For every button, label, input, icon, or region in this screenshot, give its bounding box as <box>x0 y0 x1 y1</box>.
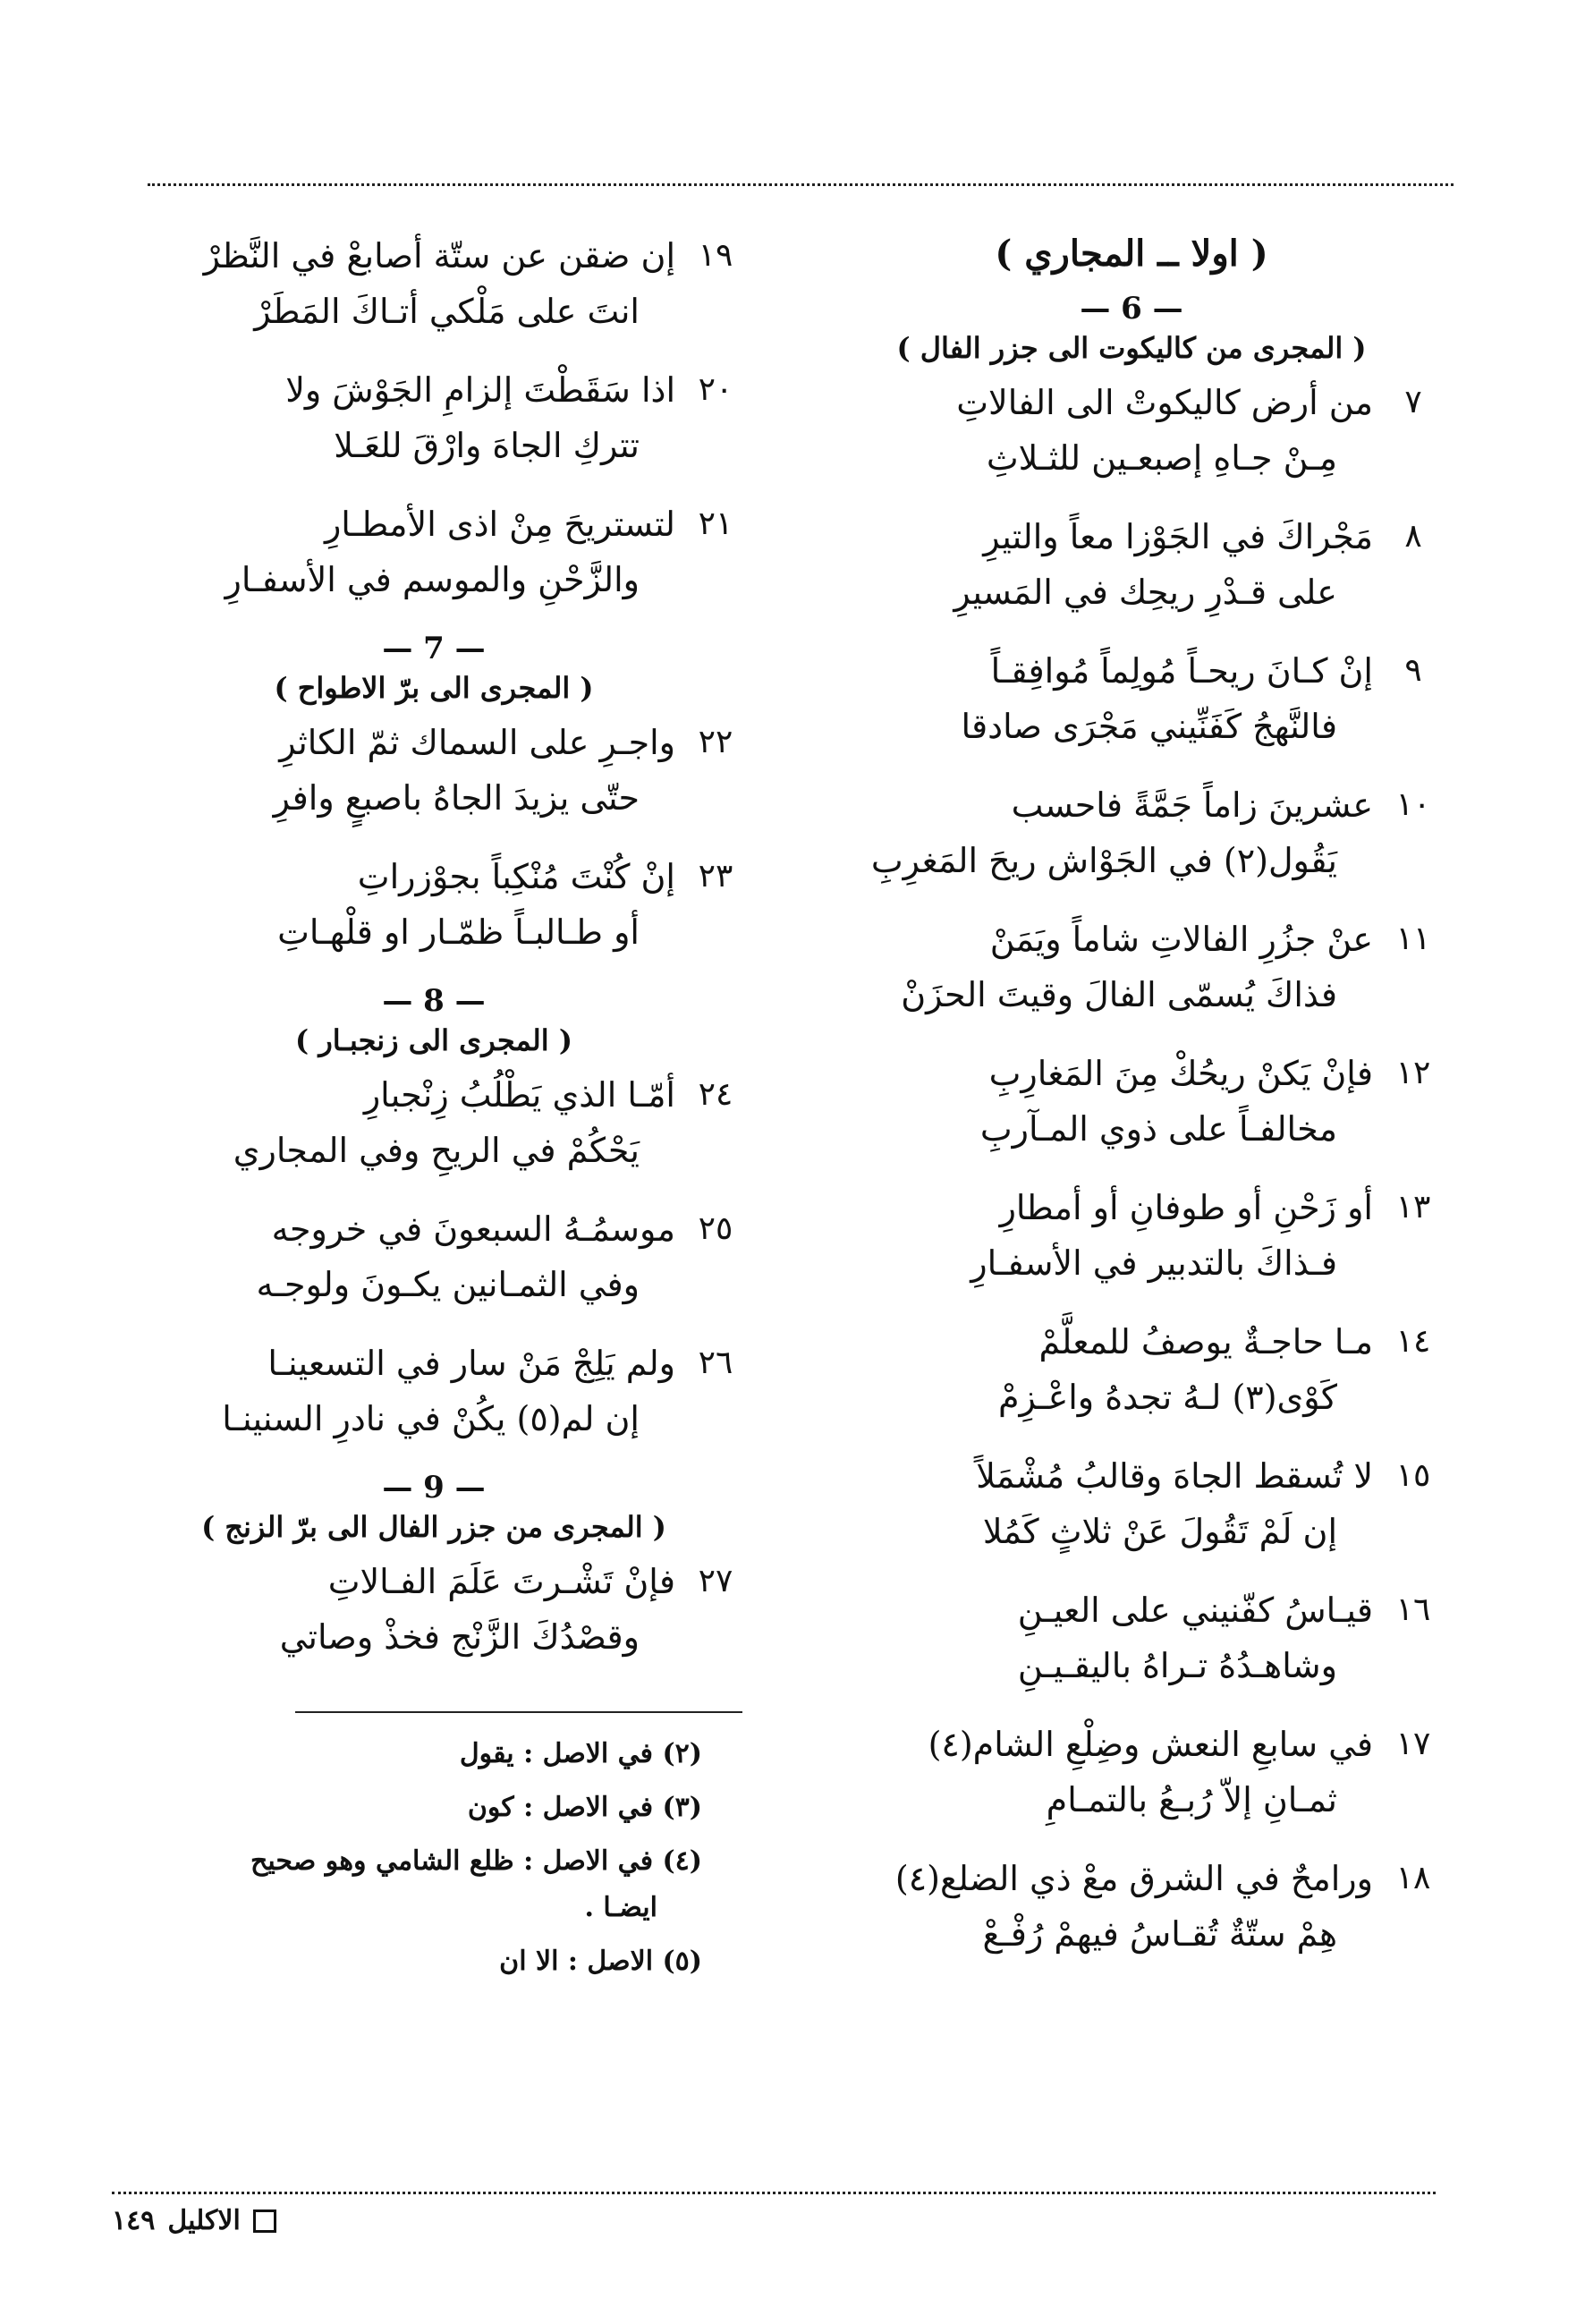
verse <box>809 643 1454 754</box>
verse-first-hemistich: موسمُـهُ السبعونَ في خروجه <box>271 1209 675 1249</box>
verse-first-hemistich: إنْ كُنْتَ مُنْكِباً بجوْزراتِ <box>357 857 675 896</box>
right-column <box>809 228 1454 1985</box>
verse <box>809 509 1454 620</box>
verse-lines <box>809 643 1373 754</box>
verse-second-hemistich: انتَ على مَلْكي أتـاكَ المَطَرْ <box>254 292 640 331</box>
footnote <box>112 1938 702 1985</box>
verse-second-hemistich: يَحْكُمْ في الريحِ وفي المجاري <box>233 1131 640 1170</box>
verse-list <box>112 228 756 607</box>
verse-first-hemistich: من أرض كاليكوتْ الى الفالاتِ <box>956 383 1373 422</box>
footnote-text: (٢) في الاصل : يقول <box>459 1738 702 1769</box>
verse-list <box>112 1067 756 1446</box>
verse-number: ٢٧ <box>698 1563 733 1599</box>
verse-second-hemistich: فـذاكَ بالتدبير في الأسفـارِ <box>970 1243 1337 1283</box>
top-dotted-rule <box>148 183 1454 186</box>
verse-first-hemistich: لا تُسقط الجاهَ وقالبُ مُشْمَلاً <box>976 1456 1373 1496</box>
verse <box>809 375 1454 486</box>
verse-lines <box>809 777 1373 888</box>
verse-number: ١٤ <box>1395 1323 1431 1360</box>
verse-first-hemistich: مـا حاجـةٌ يوصفُ للمعلَّمْ <box>1038 1322 1373 1361</box>
verse-first-hemistich: واجـرِ على السماك ثمّ الكاثرِ <box>279 723 675 762</box>
section-number: — 6 — <box>1080 291 1183 327</box>
verse <box>809 1046 1454 1157</box>
verse-number: ١١ <box>1395 920 1431 957</box>
verse-second-hemistich: وقصْدُكَ الزَّنْج فخذْ وصاتي <box>279 1617 640 1657</box>
verse <box>112 849 756 960</box>
verse-number: ١٧ <box>1395 1726 1431 1762</box>
verse-lines <box>809 1582 1373 1693</box>
section-route-title: ( المجرى الى برّ الاطواح ) <box>274 671 594 705</box>
footnote-continuation: ايضـا . <box>584 1892 657 1923</box>
verse-first-hemistich: عشرينَ زاماً جَمَّةً فاحسب <box>1011 785 1373 825</box>
verse-lines <box>809 375 1373 486</box>
section-route-title: ( المجرى من جزر الفال الى برّ الزنج ) <box>201 1510 666 1544</box>
verse-first-hemistich: عنْ جزُرِ الفالاتِ شاماً ويَمَنْ <box>989 920 1373 959</box>
verse-lines <box>112 1067 675 1178</box>
page-footer <box>112 2205 276 2236</box>
verse-lines <box>809 1180 1373 1291</box>
section-route-title: ( المجرى الى زنجبـار ) <box>295 1023 572 1057</box>
verse-first-hemistich: لتستريحَ مِنْ اذى الأمطـارِ <box>324 505 675 544</box>
verse <box>809 1717 1454 1828</box>
page-number: ١٤٩ <box>112 2205 156 2236</box>
verse-number: ٢٥ <box>698 1210 733 1247</box>
verse-lines <box>112 362 675 473</box>
verse-second-hemistich: إن لَمْ تَقُولَ عَنْ ثلاثٍ كَمُلا <box>982 1512 1337 1551</box>
verse <box>809 912 1454 1022</box>
section-route-title: ( المجرى من كاليكوت الى جزر الفال ) <box>896 331 1367 365</box>
verse-lines <box>112 496 675 607</box>
verse-number: ٧ <box>1404 384 1422 420</box>
verse-second-hemistich: تتركِ الجاهَ وارْقَ للعَـلا <box>334 426 640 465</box>
verse-lines <box>809 1851 1373 1962</box>
verse-first-hemistich: إنْ كـانَ ريحـاً مُولِماً مُوافِقـاً <box>990 651 1373 691</box>
verse-lines <box>112 1554 675 1665</box>
verse-second-hemistich: هِمْ ستّةٌ تُقـاسُ فيهمْ رُفْـعْ <box>982 1914 1337 1954</box>
footnote <box>112 1838 702 1931</box>
verse-number: ١٨ <box>1395 1860 1431 1896</box>
verse-second-hemistich: وفي الثمـانين يكـونَ ولوجـه <box>256 1265 640 1304</box>
verse-lines <box>809 509 1373 620</box>
footnote <box>112 1731 702 1777</box>
verse-first-hemistich: فإنْ تَشْـرتَ عَلَمَ الفـالاتِ <box>327 1562 675 1601</box>
verse-number: ٢٢ <box>698 724 733 760</box>
verse-second-hemistich: على قـدْرِ ريحِك في المَسيرِ <box>954 573 1337 612</box>
verse <box>112 1201 756 1312</box>
verse <box>809 1851 1454 1962</box>
verse-lines <box>809 1717 1373 1828</box>
verse-second-hemistich: أو طـالبـاً ظمّـار او قلْهـاتِ <box>277 912 640 952</box>
footnote <box>112 1785 702 1831</box>
verse-second-hemistich: فذاكَ يُسمّى الفالَ وقيتَ الحزَنْ <box>901 975 1337 1014</box>
verse-number: ٩ <box>1404 652 1422 689</box>
verse-first-hemistich: قيـاسُ كفّنيني على العيـنِ <box>1017 1590 1373 1630</box>
verse-number: ٢٣ <box>698 858 733 895</box>
footnote-text: (٥) الاصل : الا ان <box>499 1946 702 1977</box>
verse-number: ٢١ <box>698 505 733 542</box>
verse-lines <box>112 1201 675 1312</box>
section-number: — 7 — <box>382 631 486 666</box>
verse-number: ٢٠ <box>698 371 733 408</box>
verse <box>112 715 756 826</box>
verse-second-hemistich: كَوْى(٣) لـهُ تجدهُ واعْـزِمْ <box>997 1378 1337 1417</box>
verse <box>809 1314 1454 1425</box>
verse <box>112 496 756 607</box>
bottom-dotted-rule <box>112 2192 1436 2194</box>
verse-first-hemistich: إن ضقن عن ستّة أصابعْ في النَّظرْ <box>203 236 675 276</box>
verse-second-hemistich: فالنَّهجُ كَفَنِّيني مَجْرَى صادقا <box>961 707 1337 746</box>
square-icon <box>253 2209 276 2233</box>
verse-number: ١٣ <box>1395 1189 1431 1226</box>
footnote-rule <box>295 1711 742 1713</box>
verse-first-hemistich: في سابعِ النعش وضِلْعِ الشام(٤) <box>928 1725 1373 1764</box>
verse-first-hemistich: اذا سَقَطْتَ إلزامِ الجَوْشَ ولا <box>285 370 675 410</box>
verse-number: ١٥ <box>1395 1457 1431 1494</box>
verse-lines <box>112 849 675 960</box>
verse-first-hemistich: أو زَحْنِ أو طوفانِ أو أمطارِ <box>999 1188 1373 1227</box>
verse-number: ١٩ <box>698 237 733 274</box>
section-heading: ( اولا ــ المجاري ) <box>995 233 1268 275</box>
section-number: — 9 — <box>382 1470 486 1506</box>
verse-number: ١٠ <box>1395 786 1431 823</box>
verse-lines <box>112 715 675 826</box>
verse-first-hemistich: فإنْ يَكنْ ريحُكْ مِنَ المَغارِبِ <box>988 1054 1373 1093</box>
verse-lines <box>809 1314 1373 1425</box>
verse-number: ٨ <box>1404 518 1422 555</box>
verse-number: ١٢ <box>1395 1055 1431 1091</box>
verse-list <box>809 375 1454 1962</box>
verse-second-hemistich: إن لم(٥) يكُنْ في نادرِ السنينـا <box>222 1399 640 1438</box>
verse-second-hemistich: يَقُول(٢) في الجَوْاش ريحَ المَغرِبِ <box>870 841 1337 880</box>
verse-second-hemistich: مِـنْ جـاهِ إصبعـين للثـلاثِ <box>986 438 1337 478</box>
verse <box>112 1067 756 1178</box>
verse-number: ٢٤ <box>698 1076 733 1113</box>
verse <box>809 1180 1454 1291</box>
verse <box>112 1336 756 1446</box>
verse-second-hemistich: ثمـانِ إلاّ رُبـعُ بالتمـامِ <box>1046 1780 1337 1819</box>
verse-lines <box>809 1448 1373 1559</box>
verse <box>809 1582 1454 1693</box>
verse-second-hemistich: حتّى يزيدَ الجاهُ باصبعٍ وافرِ <box>273 778 640 818</box>
footnote-text: (٣) في الاصل : كون <box>467 1792 702 1823</box>
verse-list <box>112 1554 756 1665</box>
verse-second-hemistich: وشاهـدُهُ تـراهُ باليقـيـنِ <box>1017 1646 1337 1685</box>
verse-lines <box>809 1046 1373 1157</box>
verse-first-hemistich: أمّـا الذي يَطْلُبُ زِنْجبارِ <box>363 1075 675 1115</box>
section-number: — 8 — <box>382 983 486 1019</box>
verse-lines <box>112 228 675 339</box>
verse-second-hemistich: والزَّحْنِ والموسم في الأسفـارِ <box>225 560 640 599</box>
left-column <box>112 228 756 1688</box>
verse-number: ٢٦ <box>698 1344 733 1381</box>
verse <box>112 228 756 339</box>
verse-first-hemistich: ورامحٌ في الشرق معْ ذي الضلع(٤) <box>894 1859 1373 1898</box>
verse-lines <box>112 1336 675 1446</box>
footnote-text: (٤) في الاصل : ظلع الشامي وهو صحيح <box>250 1845 702 1877</box>
verse <box>809 777 1454 888</box>
footnotes <box>112 1731 702 1992</box>
journal-title: الاكليل <box>167 2205 241 2236</box>
verse-lines <box>809 912 1373 1022</box>
verse-list <box>112 715 756 960</box>
verse <box>112 1554 756 1665</box>
verse-first-hemistich: مَجْراكَ في الجَوْزا معاً والتيرِ <box>983 517 1373 556</box>
verse-second-hemistich: مخالفـاً على ذوي المـآربِ <box>979 1109 1337 1149</box>
verse-first-hemistich: ولم يَلِجْ مَنْ سار في التسعينـا <box>267 1344 675 1383</box>
verse <box>112 362 756 473</box>
verse <box>809 1448 1454 1559</box>
verse-number: ١٦ <box>1395 1591 1431 1628</box>
